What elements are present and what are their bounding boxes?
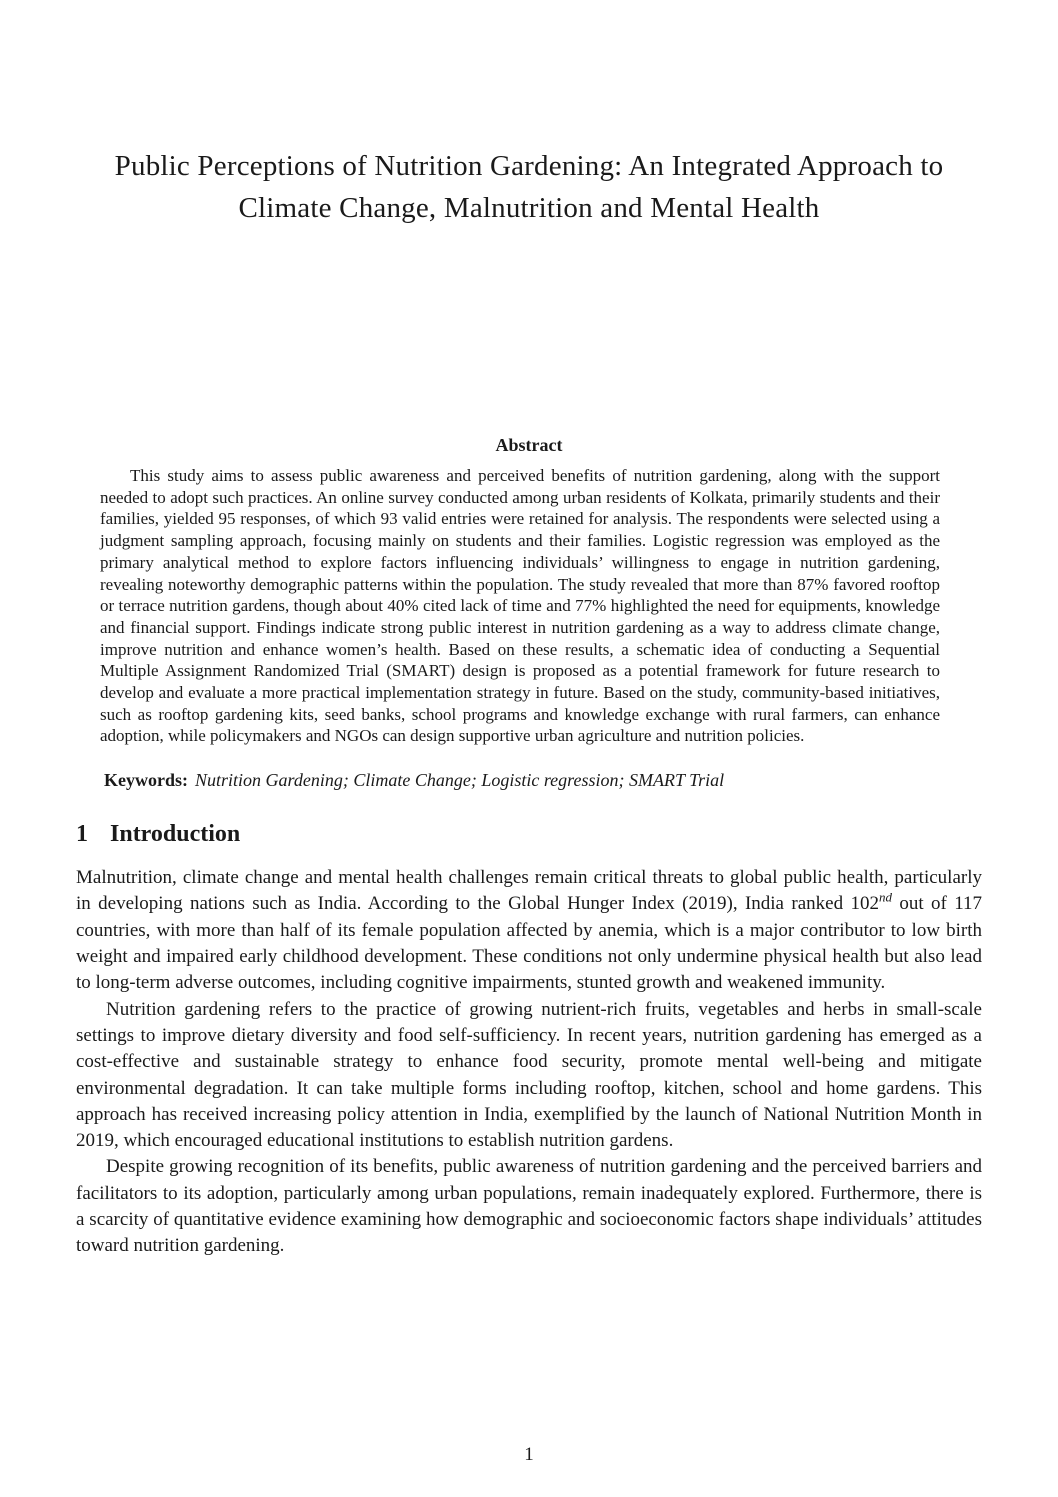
title-line-2: Climate Change, Malnutrition and Mental Health xyxy=(238,192,820,224)
page-number: 1 xyxy=(524,1444,534,1465)
section-heading-introduction xyxy=(76,819,982,849)
intro-paragraph-1-text-before-superscript: Malnutrition, climate change and mental health challenges remain critical threats to global public health, particularly in developing nations such as India. According to the Global Hunger Index (2019), India ranked 102 xyxy=(76,867,982,915)
paper-title xyxy=(76,145,982,229)
abstract-heading: Abstract xyxy=(495,435,563,455)
abstract-body: This study aims to assess public awareness and perceived benefits of nutrition gardening, along with the support needed to adopt such practices. An online survey conducted among urban residents of Kolkata, primarily students and their families, yielded 95 responses, of which 93 valid entries were retained for analysis. The respondents were selected using a judgment sampling approach, focusing mainly on students and their families. Logistic regression was employed as the primary analytical method to explore factors influencing individuals’ willingness to engage in nutrition gardening, revealing noteworthy demographic patterns within the population. The study revealed that more than 87% favored rooftop or terrace nutrition gardens, though about 40% cited lack of time and 77% highlighted the need for equipments, knowledge and financial support. Findings indicate strong public interest in nutrition gardening as a way to address climate change, improve nutrition and enhance women’s health. Based on these results, a schematic idea of conducting a Sequential Multiple Assignment Randomized Trial (SMART) design is proposed as a potential framework for future research to develop and evaluate a more practical implementation strategy in future. Based on the study, community-based initiatives, such as rooftop gardening kits, seed banks, school programs and knowledge exchange with rural farmers, can enhance adoption, while policymakers and NGOs can design supportive urban agriculture and nutrition policies. xyxy=(100,466,940,746)
intro-paragraph-1 xyxy=(76,865,982,996)
section-number: 1 xyxy=(76,821,88,848)
intro-paragraph-2: Nutrition gardening refers to the practice of growing nutrient-rich fruits, vegetables and herbs in small-scale settings to improve dietary diversity and food self-sufficiency. In recent years, nutrition gardening has emerged as a cost-effective and sustainable strategy to enhance food security, promote mental well-being and mitigate environmental degradation. It can take multiple forms including rooftop, kitchen, school and home gardens. This approach has received increasing policy attention in India, exemplified by the launch of National Nutrition Month in 2019, which encouraged educational institutions to establish nutrition gardens. xyxy=(76,998,982,1152)
keywords-line xyxy=(104,769,940,791)
keywords-text: Nutrition Gardening; Climate Change; Logistic regression; SMART Trial xyxy=(195,770,725,791)
title-line-1: Public Perceptions of Nutrition Gardening: An Integrated Approach to xyxy=(114,150,944,182)
ordinal-superscript: nd xyxy=(878,890,892,906)
intro-paragraph-1-text-after-superscript: out of 117 countries, with more than half of its female population affected by anemia, which is a major contributor to low birth weight and impaired early childhood development. These conditions not only undermine physical health but also lead to long-term adverse outcomes, including cognitive impairments, stunted growth and weakened immunity. xyxy=(76,893,982,994)
section-title: Introduction xyxy=(110,821,241,848)
paper-content xyxy=(76,145,982,1260)
intro-paragraph-3: Despite growing recognition of its benefits, public awareness of nutrition gardening and the perceived barriers and facilitators to its adoption, particularly among urban populations, remain inadequately explored. Furthermore, there is a scarcity of quantitative evidence examining how demographic and socioeconomic factors shape individuals’ attitudes toward nutrition gardening. xyxy=(76,1156,982,1257)
keywords-label: Keywords: xyxy=(104,770,188,791)
